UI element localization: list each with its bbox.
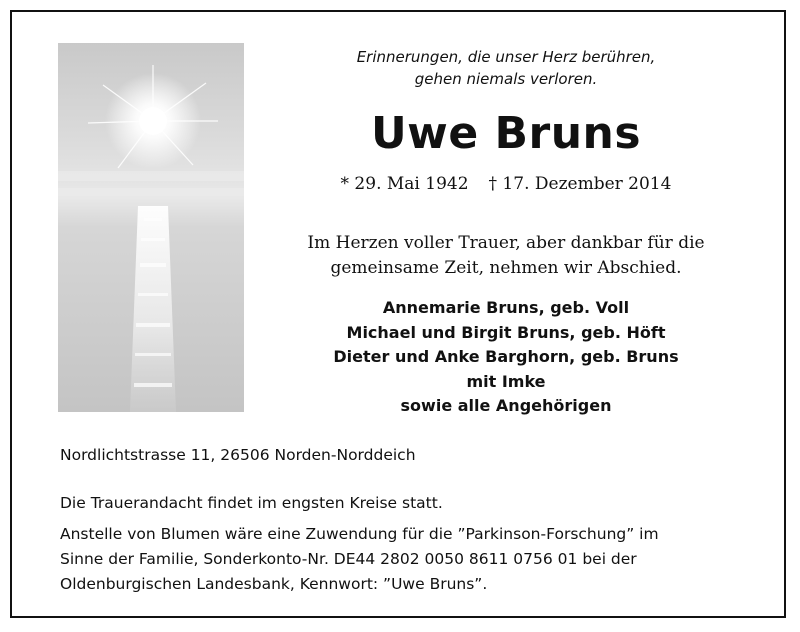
family-member: Michael und Birgit Bruns, geb. Höft bbox=[346, 322, 666, 342]
family-list bbox=[282, 296, 730, 419]
donation-line-3: Oldenburgischen Landesbank, Kennwort: ”Uwe Bruns”. bbox=[60, 575, 488, 593]
family-member: mit Imke bbox=[466, 371, 546, 391]
death-date: † 17. Dezember 2014 bbox=[488, 174, 672, 194]
sunset-sea-image bbox=[58, 43, 244, 412]
life-dates bbox=[282, 172, 730, 196]
farewell-text bbox=[282, 231, 730, 281]
address: Nordlichtstrasse 11, 26506 Norden-Norddeich bbox=[60, 446, 416, 464]
quote-line-2: gehen niemals verloren. bbox=[414, 70, 598, 88]
family-member: sowie alle Angehörigen bbox=[400, 396, 612, 415]
donation-line-1: Anstelle von Blumen wäre eine Zuwendung für die ”Parkinson-Forschung” im bbox=[60, 525, 659, 543]
birth-date: * 29. Mai 1942 bbox=[340, 174, 469, 194]
farewell-line-1: Im Herzen voller Trauer, aber dankbar für die bbox=[307, 233, 705, 253]
family-member: Dieter und Anke Barghorn, geb. Bruns bbox=[333, 347, 679, 366]
memorial-quote bbox=[282, 46, 730, 90]
service-notice: Die Trauerandacht findet im engsten Kreise statt. bbox=[60, 494, 443, 512]
quote-line-1: Erinnerungen, die unser Herz berühren, bbox=[356, 48, 656, 66]
farewell-line-2: gemeinsame Zeit, nehmen wir Abschied. bbox=[330, 258, 682, 278]
donation-line-2: Sinne der Familie, Sonderkonto-Nr. DE44 2802 0050 8611 0756 01 bei der bbox=[60, 550, 637, 568]
family-member: Annemarie Bruns, geb. Voll bbox=[382, 298, 630, 317]
donation-notice bbox=[60, 522, 750, 597]
deceased-name: Uwe Bruns bbox=[370, 108, 642, 159]
